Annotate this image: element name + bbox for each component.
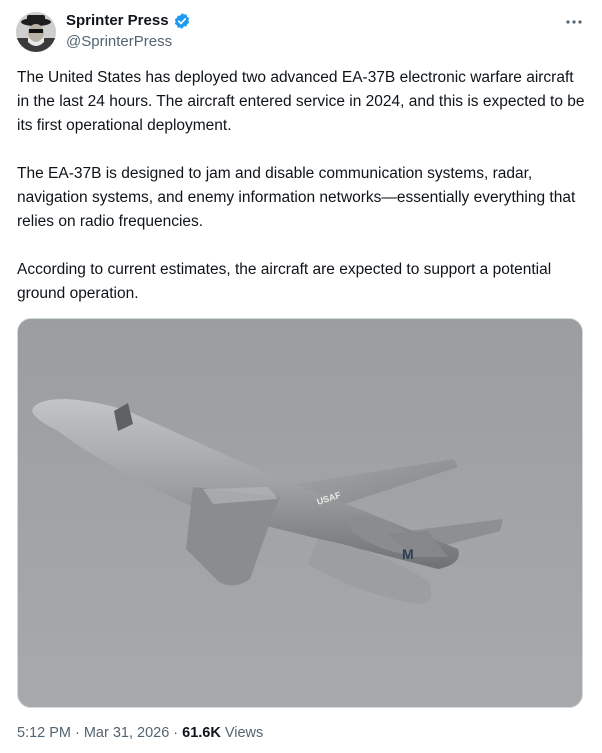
tweet-date[interactable]: Mar 31, 2026 — [83, 725, 170, 741]
author-handle[interactable]: @SprinterPress — [66, 33, 173, 50]
tweet-paragraph-2: The EA-37B is designed to jam and disable communication systems, radar, navigation systems, and enemy information networks—essentially everything that relies on radio frequencies. — [17, 165, 576, 230]
tweet-text — [17, 66, 589, 306]
views-count: 61.6K — [182, 725, 221, 741]
more-dots-icon — [565, 19, 583, 25]
avatar[interactable] — [16, 12, 56, 52]
aircraft-photo — [18, 319, 583, 708]
verified-badge-icon — [173, 12, 191, 30]
tweet-paragraph-3: According to current estimates, the aircraft are expected to support a potential ground operation. — [17, 261, 552, 302]
tweet-time[interactable]: 5:12 PM — [17, 725, 71, 741]
more-options-button[interactable] — [564, 12, 584, 32]
views-label: Views — [224, 725, 264, 741]
tail-marking: M — [402, 546, 414, 562]
usaf-marking: USAF — [315, 489, 342, 507]
meta-separator: · — [173, 725, 179, 741]
tweet-meta — [17, 724, 263, 742]
avatar-image — [16, 12, 56, 52]
tweet-media-image[interactable] — [17, 318, 583, 708]
author-name-row[interactable] — [66, 12, 191, 30]
meta-separator: · — [75, 725, 80, 741]
author-name[interactable]: Sprinter Press — [66, 12, 169, 29]
tweet-paragraph-1: The United States has deployed two advanced EA-37B electronic warfare aircraft in the last 24 hours. The aircraft entered service in 2024, and this is expected to be its first operational deployment. — [17, 69, 585, 134]
